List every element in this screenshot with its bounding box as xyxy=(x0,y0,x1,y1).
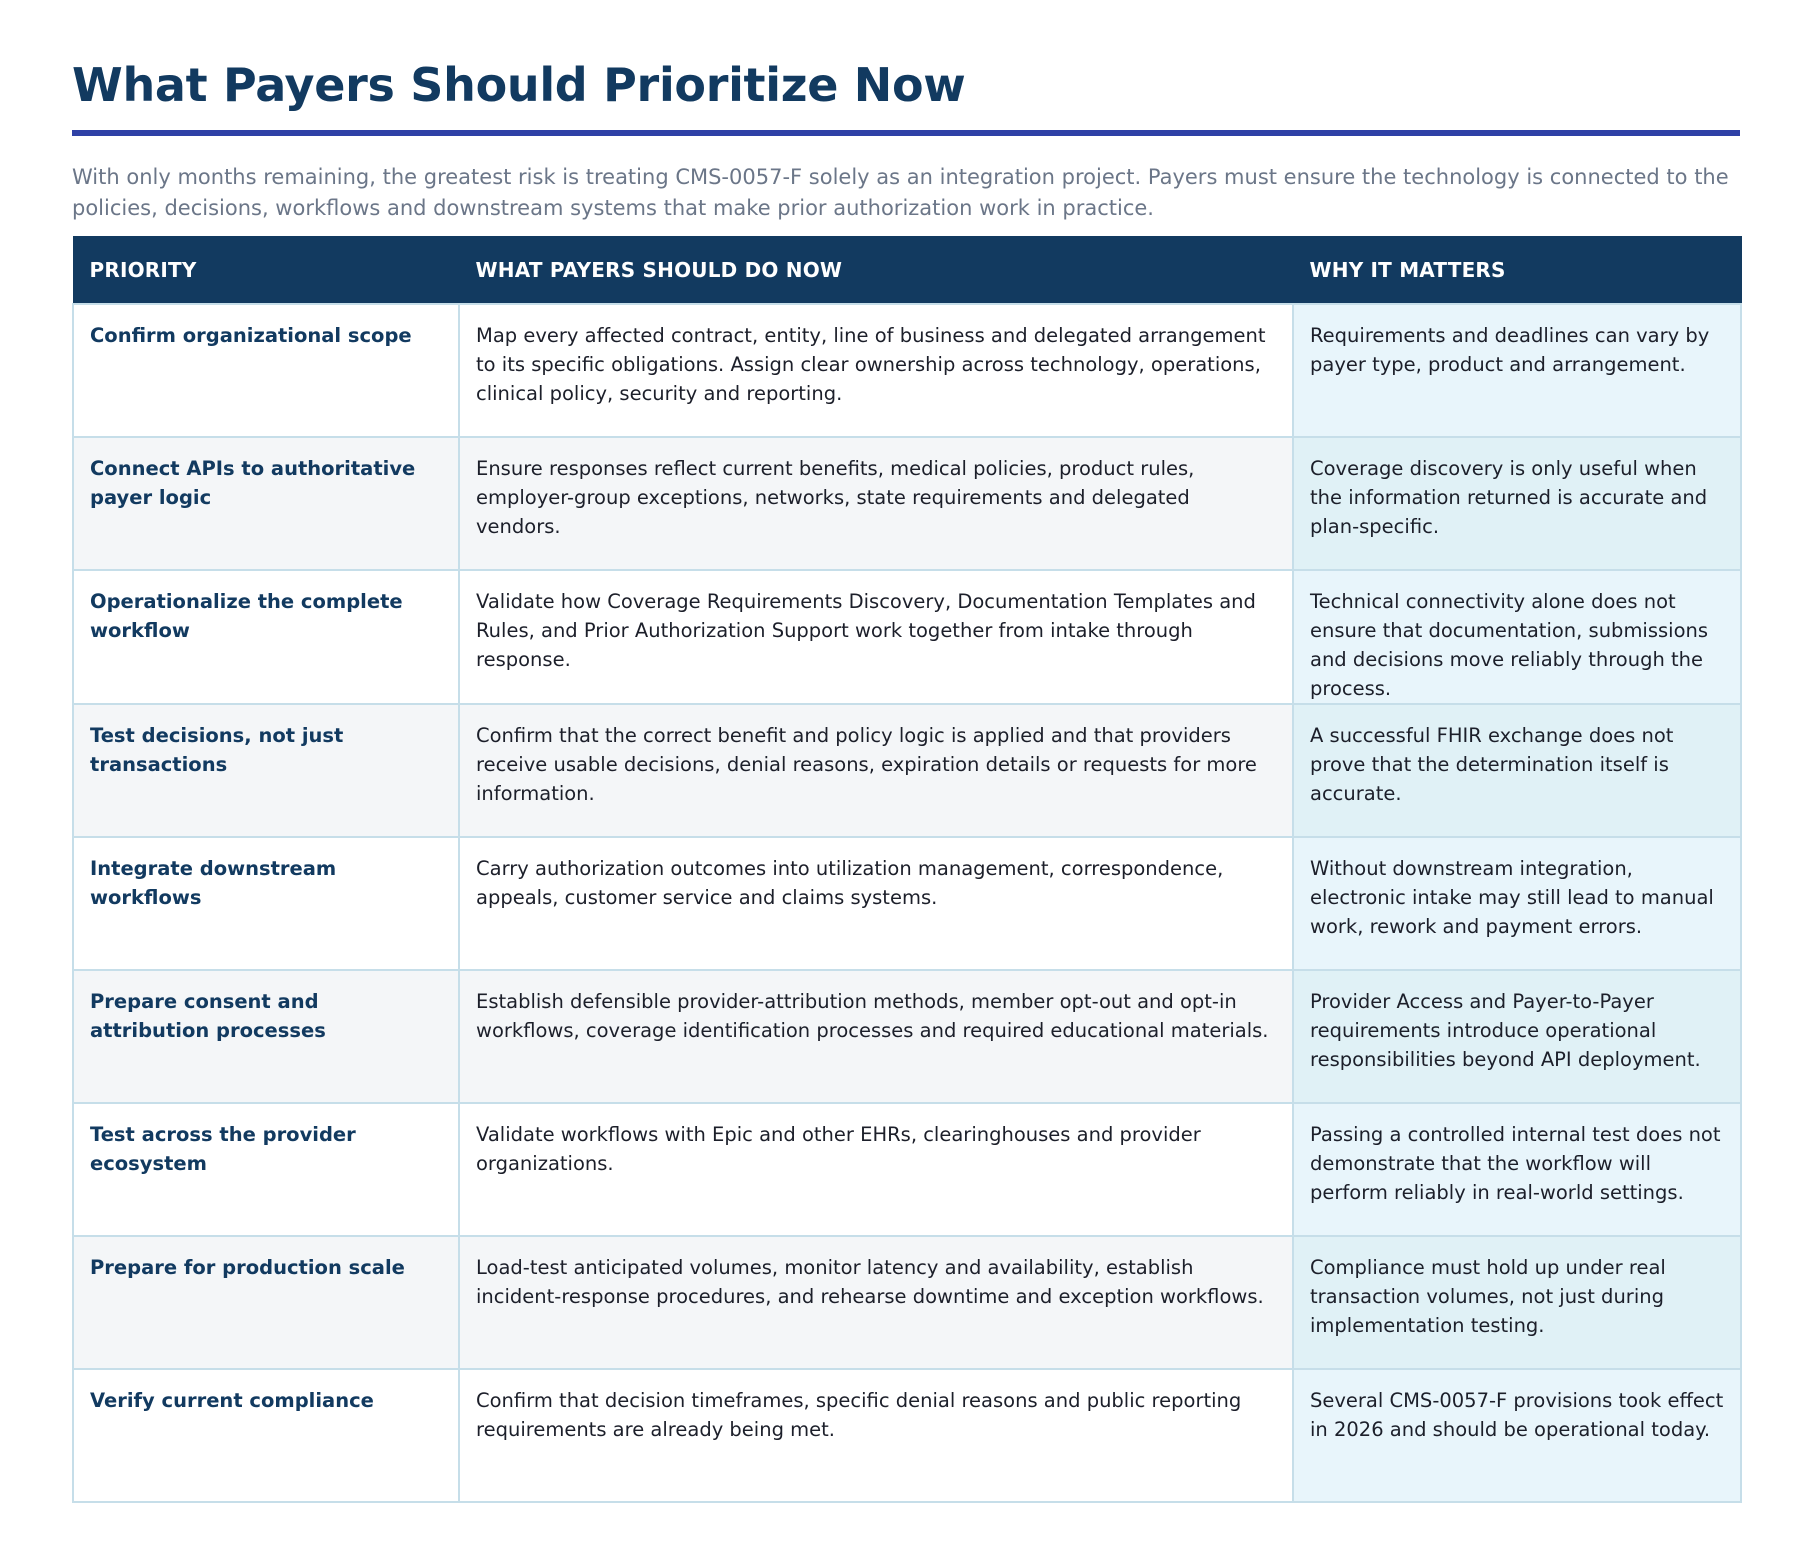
why-cell: Passing a controlled internal test does not demonstrate that the workflow will perform reliably in real-world settings. xyxy=(1293,1103,1741,1236)
table-row xyxy=(73,304,1741,437)
why-cell: Provider Access and Payer-to-Payer requirements introduce operational responsibilities beyond API deployment. xyxy=(1293,970,1741,1103)
action-cell: Carry authorization outcomes into utilization management, correspondence, appeals, customer service and claims systems. xyxy=(459,837,1293,970)
table-body xyxy=(73,304,1741,1502)
priority-cell: Verify current compliance xyxy=(73,1369,459,1502)
table-row xyxy=(73,1236,1741,1369)
priorities-table xyxy=(72,236,1742,1503)
header-what-to-do: WHAT PAYERS SHOULD DO NOW xyxy=(459,237,1293,305)
priority-cell: Operationalize the complete workflow xyxy=(73,570,459,704)
title-divider xyxy=(72,130,1740,136)
action-cell: Confirm that the correct benefit and policy logic is applied and that providers receive usable decisions, denial reasons, expiration details or requests for more information. xyxy=(459,704,1293,837)
table-row xyxy=(73,570,1741,704)
page-title: What Payers Should Prioritize Now xyxy=(72,58,966,112)
action-cell: Validate workflows with Epic and other EHRs, clearinghouses and provider organizations. xyxy=(459,1103,1293,1236)
table-row xyxy=(73,1103,1741,1236)
table-row xyxy=(73,1369,1741,1502)
priority-cell: Confirm organizational scope xyxy=(73,304,459,437)
why-cell: A successful FHIR exchange does not prove that the determination itself is accurate. xyxy=(1293,704,1741,837)
action-cell: Establish defensible provider-attribution methods, member opt-out and opt-in workflows, coverage identification processes and required educational materials. xyxy=(459,970,1293,1103)
table-row xyxy=(73,837,1741,970)
intro-paragraph: With only months remaining, the greatest risk is treating CMS-0057-F solely as an integration project. Payers must ensure the technology is connected to the policies, decisions, workflows and downstream systems that make prior authorization work in practice. xyxy=(72,165,1729,220)
action-cell: Map every affected contract, entity, line of business and delegated arrangement to its specific obligations. Assign clear ownership across technology, operations, clinical policy, security and reporting. xyxy=(459,304,1293,437)
priority-cell: Test decisions, not just transactions xyxy=(73,704,459,837)
why-cell: Several CMS-0057-F provisions took effect in 2026 and should be operational today. xyxy=(1293,1369,1741,1502)
priority-cell: Prepare consent and attribution processes xyxy=(73,970,459,1103)
action-cell: Load-test anticipated volumes, monitor latency and availability, establish incident-response procedures, and rehearse downtime and exception workflows. xyxy=(459,1236,1293,1369)
table-row xyxy=(73,437,1741,570)
priority-cell: Test across the provider ecosystem xyxy=(73,1103,459,1236)
why-cell: Without downstream integration, electronic intake may still lead to manual work, rework and payment errors. xyxy=(1293,837,1741,970)
table-row xyxy=(73,704,1741,837)
action-cell: Confirm that decision timeframes, specific denial reasons and public reporting requirements are already being met. xyxy=(459,1369,1293,1502)
why-cell: Coverage discovery is only useful when the information returned is accurate and plan-specific. xyxy=(1293,437,1741,570)
table-row xyxy=(73,970,1741,1103)
action-cell: Ensure responses reflect current benefits, medical policies, product rules, employer-group exceptions, networks, state requirements and delegated vendors. xyxy=(459,437,1293,570)
action-cell: Validate how Coverage Requirements Discovery, Documentation Templates and Rules, and Prior Authorization Support work together from intake through response. xyxy=(459,570,1293,704)
document-page xyxy=(72,40,1740,1503)
priority-cell: Integrate downstream workflows xyxy=(73,837,459,970)
header-priority: PRIORITY xyxy=(73,237,459,305)
why-cell: Technical connectivity alone does not ensure that documentation, submissions and decisions move reliably through the process. xyxy=(1293,570,1741,704)
priority-cell: Prepare for production scale xyxy=(73,1236,459,1369)
why-cell: Requirements and deadlines can vary by payer type, product and arrangement. xyxy=(1293,304,1741,437)
table-header-row xyxy=(73,237,1741,305)
priority-cell: Connect APIs to authoritative payer logic xyxy=(73,437,459,570)
header-why-it-matters: WHY IT MATTERS xyxy=(1293,237,1741,305)
why-cell: Compliance must hold up under real transaction volumes, not just during implementation testing. xyxy=(1293,1236,1741,1369)
